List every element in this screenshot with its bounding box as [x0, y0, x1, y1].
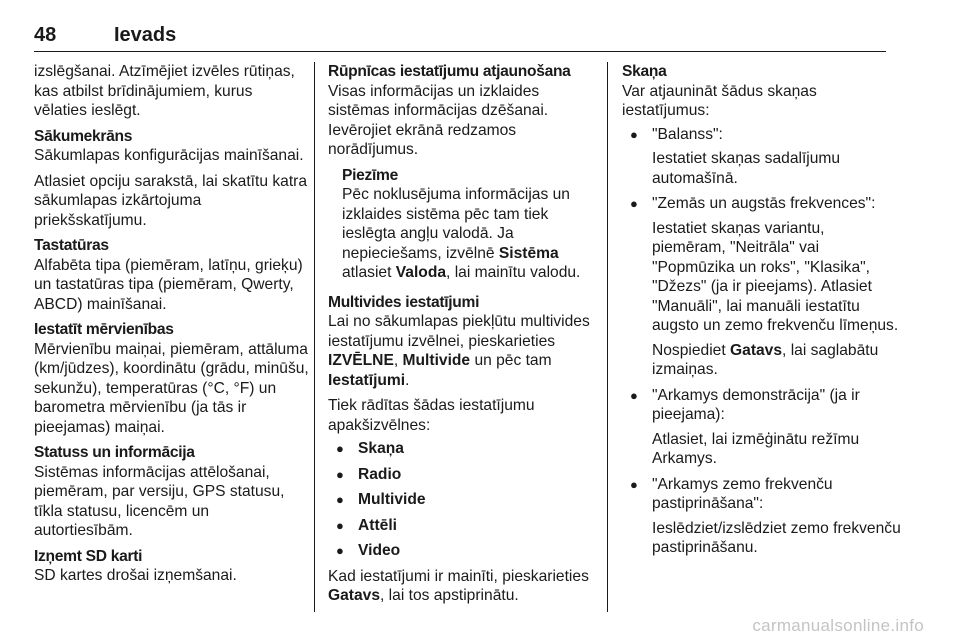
item-label: ● "Balanss":	[652, 125, 723, 143]
column-3	[622, 62, 902, 564]
section-sakumekrans	[34, 127, 309, 231]
section-text: Tiek rādītas šādas iestatījumu apakšizvēlnes:	[328, 397, 535, 434]
chapter-title: Ievads	[114, 24, 177, 46]
list-item	[622, 386, 902, 469]
list-item: ● Multivide	[328, 490, 603, 510]
section-multivide	[328, 293, 603, 606]
intro-paragraph: izslēgšanai. Atzīmējiet izvēles rūtiņas, kas atbilst brīdinājumiem, kurus vēlaties ieslēgt.	[34, 63, 295, 119]
item-label: ● "Arkamys zemo frekvenču pastiprināšana":	[652, 475, 833, 512]
section-heading: Statuss un informācija	[34, 444, 195, 461]
section-sd-karte	[34, 547, 309, 586]
menu-valoda: Valoda	[395, 264, 447, 281]
column-divider-2	[607, 62, 608, 612]
item-label: ● "Zemās un augstās frekvences":	[652, 195, 876, 212]
watermark-text: carmanualsonline.info	[752, 616, 924, 635]
section-heading: Izņemt SD karti	[34, 547, 143, 565]
header-divider	[34, 51, 886, 52]
list-item	[622, 475, 902, 558]
section-text: Kad iestatījumi ir mainīti, pieskarieties Gatavs, lai tos apstiprinātu.	[328, 567, 589, 604]
list-item: ● Radio	[328, 465, 603, 485]
list-item: ● Skaņa	[328, 439, 603, 459]
page-number: 48	[34, 24, 57, 46]
section-mervienibas	[34, 320, 309, 437]
section-heading: Tastatūras	[34, 237, 109, 254]
menu-multivide: Multivide	[402, 352, 471, 369]
item-label: ● "Arkamys demonstrācija" (ja ir pieejama):	[652, 386, 860, 423]
note-text: Pēc noklusējuma informācijas un izklaides sistēma pēc tam tiek ieslēgta angļu valodā. Ja nepieciešams, izvēlnē Sistēma atlasiet Valoda, lai mainītu valodu.	[342, 186, 581, 281]
item-description: Atlasiet, lai izmēģinātu režīmu Arkamys.	[652, 430, 860, 467]
section-text: SD kartes drošai izņemšanai.	[34, 567, 237, 584]
section-text: Visas informācijas un izklaides sistēmas informācijas dzēšanai.	[328, 82, 549, 119]
section-tastaturas	[34, 236, 309, 314]
button-gatavs: Gatavs	[328, 587, 381, 604]
section-text: Ievērojiet ekrānā redzamos norādījumus.	[328, 121, 517, 158]
section-heading: Multivides iestatījumi	[328, 293, 480, 311]
section-heading: Rūpnīcas iestatījumu atjaunošana	[328, 63, 571, 80]
section-text: Sistēmas informācijas attēlošanai, piemēram, par versiju, GPS statusu, tīkla statusu, licencēm un autortiesībām.	[34, 463, 285, 539]
section-rupnicas	[328, 62, 603, 160]
page-header	[34, 24, 886, 50]
section-statuss	[34, 443, 309, 541]
list-item	[622, 125, 902, 189]
menu-izvelne: IZVĒLNE	[328, 352, 394, 369]
list-item: ● Attēli	[328, 516, 603, 536]
column-divider-1	[314, 62, 315, 612]
section-text: Var atjaunināt šādus skaņas iestatījumus:	[622, 82, 817, 119]
section-text: Mērvienību maiņai, piemēram, attāluma (km/jūdzes), koordinātu (grādu, minūšu, sekunžu), temperatūras (°C, °F) un barometra mērvienību (ja tās ir pieejamas) maiņai.	[34, 340, 309, 436]
section-text: Atlasiet opciju sarakstā, lai skatītu katra sākumlapas izkārtojuma priekšskatījumu.	[34, 172, 308, 229]
button-gatavs: Gatavs	[730, 341, 783, 359]
column-2	[328, 62, 603, 612]
item-description: Nospiediet Gatavs, lai saglabātu izmaiņas.	[652, 341, 879, 378]
note-heading: Piezīme	[342, 166, 398, 184]
item-description: Iestatiet skaņas sadalījumu automašīnā.	[652, 150, 841, 187]
sound-settings-list	[622, 125, 902, 558]
menu-sistema: Sistēma	[498, 244, 559, 262]
column-1	[34, 62, 309, 592]
list-item	[622, 194, 902, 380]
list-item: ● Video	[328, 541, 603, 561]
item-description: Iestatiet skaņas variantu, piemēram, "Neitrāla" vai "Popmūzika un roks", "Klasika", "Džezs" (ja ir pieejams). Atlasiet "Manuāli", lai manuāli iestatītu augsto un zemo frekvenču līmeņus.	[652, 219, 899, 334]
item-description: Ieslēdziet/izslēdziet zemo frekvenču pastiprināšanu.	[652, 519, 901, 556]
menu-iestatijumi: Iestatījumi	[328, 371, 406, 389]
section-text: Sākumlapas konfigurācijas mainīšanai.	[34, 147, 304, 164]
section-heading: Skaņa	[622, 63, 667, 80]
section-heading: Iestatīt mērvienības	[34, 321, 174, 338]
section-text: Lai no sākumlapas piekļūtu multivides iestatījumu izvēlnei, pieskarieties IZVĒLNE, Multivide un pēc tam Iestatījumi.	[328, 313, 590, 389]
section-heading: Sākumekrāns	[34, 127, 133, 145]
note-box	[342, 166, 603, 283]
section-text: Alfabēta tipa (piemēram, latīņu, grieķu) un tastatūras tipa (piemēram, Qwerty, ABCD) mainīšanai.	[34, 256, 303, 313]
submenu-list	[328, 439, 603, 561]
